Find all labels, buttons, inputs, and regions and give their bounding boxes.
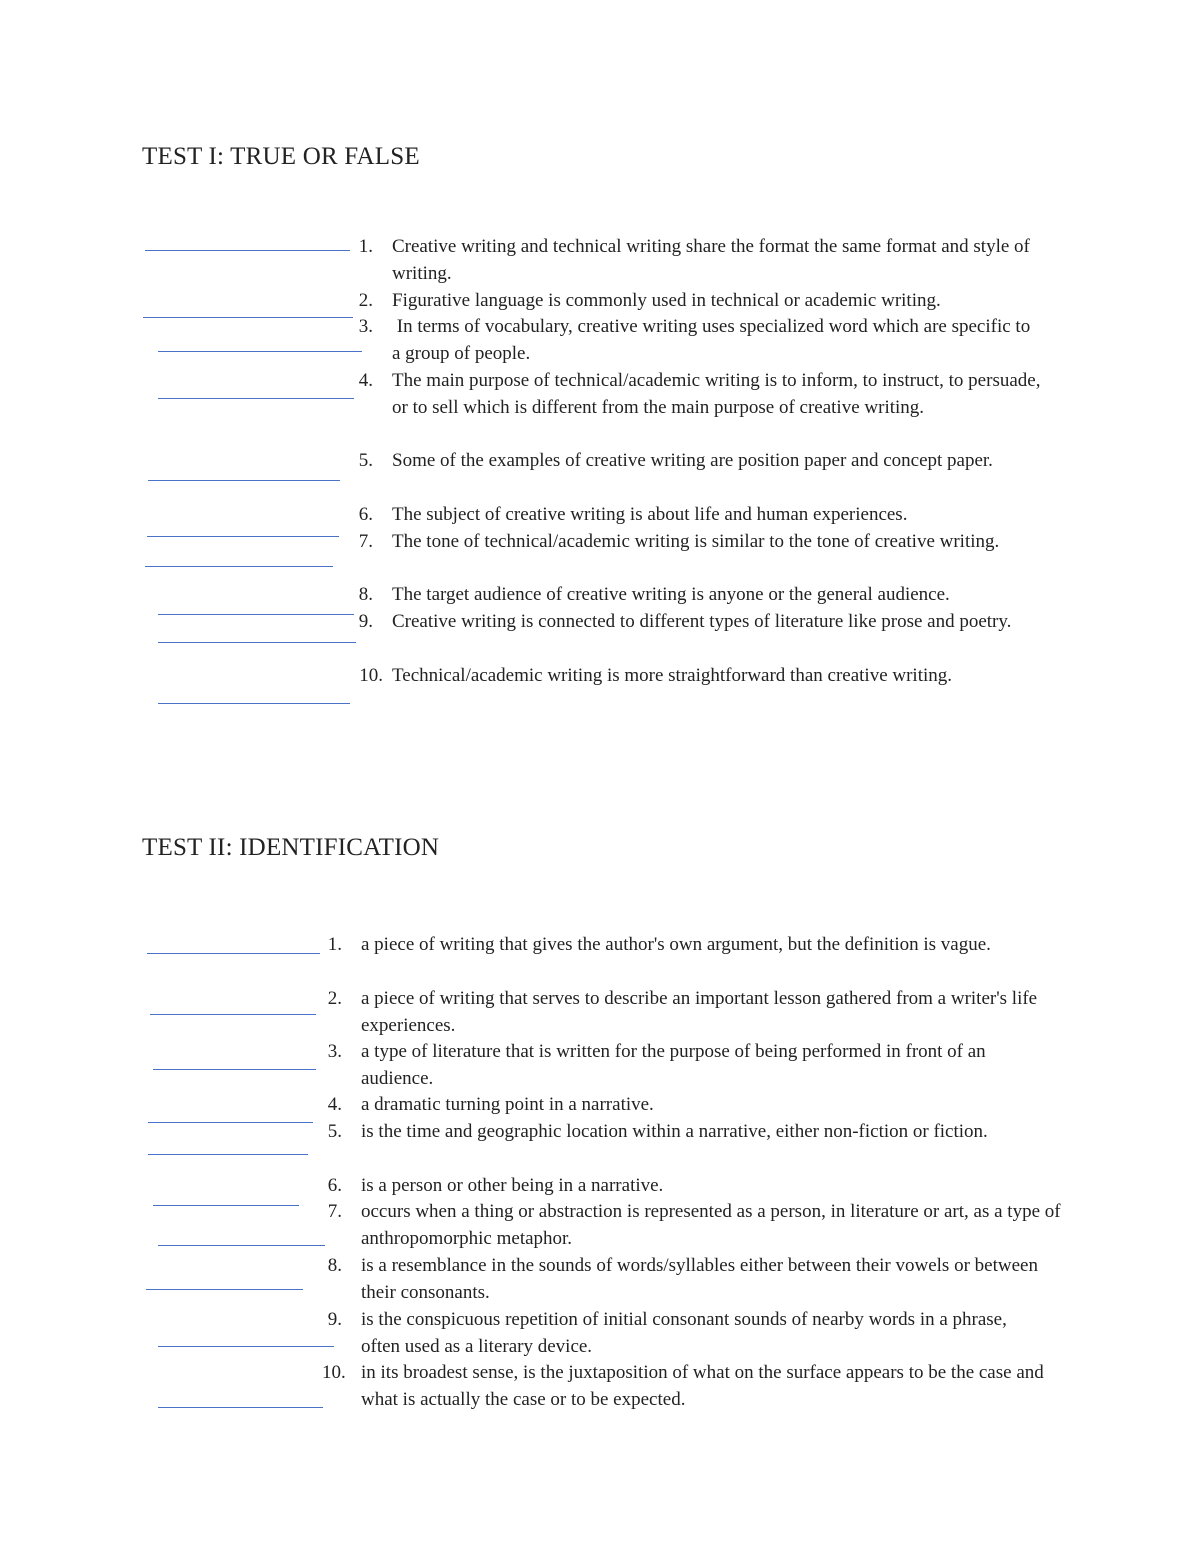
question-text: is the conspicuous repetition of initial consonant sounds of nearby words in a phrase, often used as a literary device. bbox=[361, 1309, 1007, 1357]
answer-blank[interactable] bbox=[158, 642, 356, 643]
answer-blank[interactable] bbox=[146, 1289, 303, 1290]
question-number: 9. bbox=[358, 611, 373, 632]
question-text: a dramatic turning point in a narrative. bbox=[361, 1094, 654, 1115]
answer-blank[interactable] bbox=[143, 317, 353, 318]
question-number: 4. bbox=[327, 1094, 342, 1115]
question-number: 6. bbox=[358, 504, 373, 525]
question-text: Creative writing is connected to different types of literature like prose and poetry. bbox=[392, 611, 1012, 632]
question-number: 5. bbox=[358, 450, 373, 471]
question-text: In terms of vocabulary, creative writing uses specialized word which are specific to a group of people. bbox=[392, 316, 1035, 364]
question-number: 5. bbox=[327, 1121, 342, 1142]
question-number: 1. bbox=[327, 934, 342, 955]
answer-blank[interactable] bbox=[158, 1346, 334, 1347]
answer-blank[interactable] bbox=[147, 953, 320, 954]
question-text: The main purpose of technical/academic writing is to inform, to instruct, to persuade, or to sell which is different from the main purpose of creative writing. bbox=[392, 370, 1041, 418]
question-text: a type of literature that is written for the purpose of being performed in front of an audience. bbox=[361, 1041, 986, 1089]
question-number: 8. bbox=[327, 1255, 342, 1276]
answer-blank[interactable] bbox=[153, 1069, 316, 1070]
question-number: 3. bbox=[327, 1041, 342, 1062]
question-text: is the time and geographic location within a narrative, either non-fiction or fiction. bbox=[361, 1121, 988, 1142]
question-number: 10. bbox=[359, 665, 383, 686]
answer-blank[interactable] bbox=[158, 614, 354, 615]
question-number: 1. bbox=[358, 236, 373, 257]
question-number: 2. bbox=[327, 988, 342, 1009]
question-text: is a person or other being in a narrative. bbox=[361, 1175, 664, 1196]
question-number: 6. bbox=[327, 1175, 342, 1196]
answer-blank[interactable] bbox=[153, 1205, 299, 1206]
question-number: 7. bbox=[358, 531, 373, 552]
question-number: 9. bbox=[327, 1309, 342, 1330]
answer-blank[interactable] bbox=[158, 1407, 323, 1408]
question-text: Figurative language is commonly used in technical or academic writing. bbox=[392, 290, 941, 311]
answer-blank[interactable] bbox=[158, 703, 350, 704]
question-number: 10. bbox=[322, 1362, 346, 1383]
question-text: a piece of writing that gives the author's own argument, but the definition is vague. bbox=[361, 934, 991, 955]
answer-blank[interactable] bbox=[148, 1122, 313, 1123]
question-number: 8. bbox=[358, 584, 373, 605]
question-text: is a resemblance in the sounds of words/syllables either between their vowels or between their consonants. bbox=[361, 1255, 1038, 1303]
answer-blank[interactable] bbox=[158, 351, 362, 352]
answer-blank[interactable] bbox=[158, 1245, 325, 1246]
question-text: The tone of technical/academic writing is similar to the tone of creative writing. bbox=[392, 531, 1000, 552]
answer-blank[interactable] bbox=[145, 250, 350, 251]
test1-heading: TEST I: TRUE OR FALSE bbox=[142, 143, 420, 170]
answer-blank[interactable] bbox=[145, 566, 333, 567]
question-text: Technical/academic writing is more straightforward than creative writing. bbox=[392, 665, 953, 686]
question-number: 7. bbox=[327, 1201, 342, 1222]
question-text: occurs when a thing or abstraction is represented as a person, in literature or art, as a type of anthropomorphic metaphor. bbox=[361, 1201, 1061, 1249]
question-text: a piece of writing that serves to describe an important lesson gathered from a writer's life experiences. bbox=[361, 988, 1038, 1036]
question-number: 3. bbox=[358, 316, 373, 337]
question-number: 2. bbox=[358, 290, 373, 311]
question-text: The target audience of creative writing is anyone or the general audience. bbox=[392, 584, 950, 605]
answer-blank[interactable] bbox=[158, 398, 354, 399]
answer-blank[interactable] bbox=[148, 1154, 308, 1155]
question-text: Creative writing and technical writing share the format the same format and style of writing. bbox=[392, 236, 1030, 284]
question-text: in its broadest sense, is the juxtaposition of what on the surface appears to be the case and what is actually the case or to be expected. bbox=[361, 1362, 1044, 1410]
answer-blank[interactable] bbox=[148, 480, 340, 481]
question-text: The subject of creative writing is about life and human experiences. bbox=[392, 504, 908, 525]
question-text: Some of the examples of creative writing are position paper and concept paper. bbox=[392, 450, 993, 471]
test2-heading: TEST II: IDENTIFICATION bbox=[142, 834, 440, 861]
question-number: 4. bbox=[358, 370, 373, 391]
answer-blank[interactable] bbox=[147, 536, 339, 537]
answer-blank[interactable] bbox=[150, 1014, 316, 1015]
